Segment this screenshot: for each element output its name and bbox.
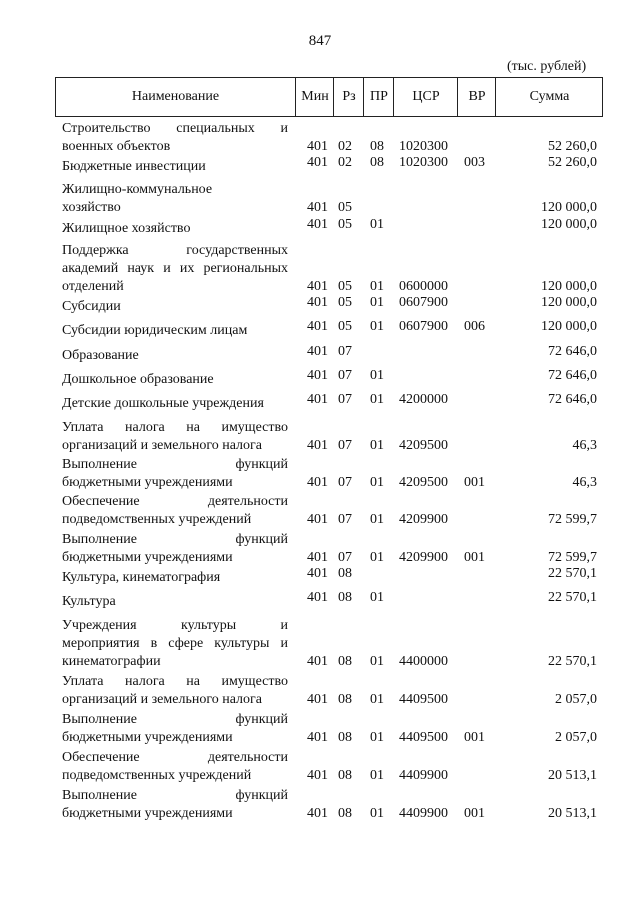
row-name [62, 749, 288, 785]
row-rz: 07 [338, 368, 352, 383]
row-pr: 01 [370, 550, 384, 565]
row-rz: 02 [338, 155, 352, 170]
row-sum: 120 000,0 [541, 217, 597, 232]
row-rz: 08 [338, 768, 352, 783]
row-min: 401 [307, 217, 328, 232]
row-min: 401 [307, 550, 328, 565]
row-pr: 01 [370, 768, 384, 783]
row-sum: 20 513,1 [548, 806, 597, 821]
row-csr: 0607900 [399, 319, 448, 334]
table-row [0, 155, 640, 176]
row-name [62, 531, 288, 567]
table-row [0, 419, 640, 455]
row-name-line: бюджетными учреждениями [62, 550, 233, 565]
row-name-line: Выполнение функций [62, 532, 288, 547]
row-rz: 05 [338, 319, 352, 334]
row-min: 401 [307, 155, 328, 170]
row-sum: 72 599,7 [548, 550, 597, 565]
row-min: 401 [307, 279, 328, 294]
row-name [62, 456, 288, 492]
row-min: 401 [307, 806, 328, 821]
row-rz: 08 [338, 806, 352, 821]
row-name-line: Бюджетные инвестиции [62, 159, 206, 174]
table-row [0, 673, 640, 709]
col-header-pr: ПР [363, 78, 394, 116]
row-name [62, 617, 288, 671]
row-rz: 05 [338, 217, 352, 232]
row-name-line: академий наук и их региональных [62, 261, 288, 276]
row-name-line: Выполнение функций [62, 712, 288, 727]
table-row [0, 531, 640, 567]
row-name-line: Жилищно-коммунальное [62, 182, 213, 197]
row-rz: 07 [338, 550, 352, 565]
table-row [0, 242, 640, 296]
col-header-sum: Сумма [495, 78, 603, 116]
row-csr: 4409900 [399, 806, 448, 821]
row-sum: 72 646,0 [548, 368, 597, 383]
row-csr: 1020300 [399, 139, 448, 154]
row-vr: 001 [464, 475, 485, 490]
row-rz: 08 [338, 654, 352, 669]
row-pr: 01 [370, 438, 384, 453]
table-row [0, 217, 640, 238]
row-pr: 08 [370, 139, 384, 154]
row-name [62, 181, 288, 217]
row-pr: 01 [370, 730, 384, 745]
row-pr: 01 [370, 590, 384, 605]
row-csr: 4209900 [399, 550, 448, 565]
row-rz: 08 [338, 730, 352, 745]
row-name-line: Выполнение функций [62, 457, 288, 472]
row-csr: 4409500 [399, 730, 448, 745]
row-name-line: Строительство специальных и [62, 121, 288, 136]
row-sum: 52 260,0 [548, 139, 597, 154]
units-note: (тыс. рублей) [507, 59, 587, 74]
table-row [0, 319, 640, 340]
table-row [0, 617, 640, 671]
row-name-line: хозяйство [62, 200, 121, 215]
row-name-line: Культура [62, 594, 116, 609]
page-number: 847 [308, 33, 332, 49]
row-name-line: Обеспечение деятельности [62, 494, 288, 509]
row-rz: 08 [338, 566, 352, 581]
row-name [62, 322, 288, 340]
table-row [0, 295, 640, 316]
row-name-line: Поддержка государственных [62, 243, 288, 258]
row-vr: 001 [464, 550, 485, 565]
row-name-line: мероприятия в сфере культуры и [62, 636, 288, 651]
row-name-line: Жилищное хозяйство [62, 221, 191, 236]
row-rz: 02 [338, 139, 352, 154]
row-min: 401 [307, 295, 328, 310]
row-sum: 2 057,0 [555, 730, 597, 745]
row-csr: 0607900 [399, 295, 448, 310]
row-pr: 01 [370, 654, 384, 669]
row-pr: 01 [370, 475, 384, 490]
row-min: 401 [307, 139, 328, 154]
row-csr: 0600000 [399, 279, 448, 294]
row-pr: 01 [370, 692, 384, 707]
row-rz: 05 [338, 200, 352, 215]
table-row [0, 181, 640, 217]
row-name-line: отделений [62, 279, 124, 294]
row-name-line: Уплата налога на имущество [62, 420, 288, 435]
row-csr: 4409900 [399, 768, 448, 783]
row-csr: 1020300 [399, 155, 448, 170]
row-rz: 07 [338, 475, 352, 490]
row-csr: 4209500 [399, 438, 448, 453]
row-name [62, 298, 288, 316]
row-name-line: Учреждения культуры и [62, 618, 288, 633]
row-vr: 001 [464, 730, 485, 745]
row-vr: 006 [464, 319, 485, 334]
row-name-line: Уплата налога на имущество [62, 674, 288, 689]
row-min: 401 [307, 566, 328, 581]
row-sum: 2 057,0 [555, 692, 597, 707]
table-row [0, 749, 640, 785]
row-sum: 22 570,1 [548, 566, 597, 581]
row-name-line: бюджетными учреждениями [62, 730, 233, 745]
row-sum: 46,3 [572, 475, 597, 490]
row-pr: 01 [370, 279, 384, 294]
row-pr: 01 [370, 512, 384, 527]
row-csr: 4200000 [399, 392, 448, 407]
row-vr: 001 [464, 806, 485, 821]
row-name [62, 593, 288, 611]
row-name [62, 395, 288, 413]
row-name-line: подведомственных учреждений [62, 768, 252, 783]
row-sum: 46,3 [572, 438, 597, 453]
row-name-line: Культура, кинематография [62, 570, 221, 585]
row-name [62, 419, 288, 455]
row-min: 401 [307, 692, 328, 707]
row-name [62, 220, 288, 238]
row-sum: 120 000,0 [541, 319, 597, 334]
row-min: 401 [307, 590, 328, 605]
table-row [0, 711, 640, 747]
row-name-line: Обеспечение деятельности [62, 750, 288, 765]
row-name [62, 569, 288, 587]
row-min: 401 [307, 654, 328, 669]
col-header-rz: Рз [333, 78, 364, 116]
table-row [0, 392, 640, 413]
row-name-line: бюджетными учреждениями [62, 475, 233, 490]
row-rz: 07 [338, 438, 352, 453]
row-name-line: Детские дошкольные учреждения [62, 396, 264, 411]
row-rz: 08 [338, 692, 352, 707]
row-rz: 08 [338, 590, 352, 605]
row-min: 401 [307, 319, 328, 334]
col-header-name: Наименование [131, 89, 220, 104]
table-row [0, 493, 640, 529]
row-sum: 120 000,0 [541, 279, 597, 294]
row-name [62, 711, 288, 747]
row-name [62, 120, 288, 156]
row-name-line: бюджетными учреждениями [62, 806, 233, 821]
row-sum: 22 570,1 [548, 654, 597, 669]
row-rz: 05 [338, 295, 352, 310]
row-name-line: Выполнение функций [62, 788, 288, 803]
row-sum: 22 570,1 [548, 590, 597, 605]
row-vr: 003 [464, 155, 485, 170]
row-name-line: Дошкольное образование [62, 372, 214, 387]
row-name-line: Образование [62, 348, 139, 363]
table-row [0, 368, 640, 389]
row-rz: 07 [338, 344, 352, 359]
row-rz: 07 [338, 512, 352, 527]
table-row [0, 120, 640, 156]
row-min: 401 [307, 768, 328, 783]
row-csr: 4209500 [399, 475, 448, 490]
table-row [0, 590, 640, 611]
row-min: 401 [307, 392, 328, 407]
row-pr: 01 [370, 295, 384, 310]
row-name-line: Субсидии юридическим лицам [62, 323, 248, 338]
row-sum: 120 000,0 [541, 200, 597, 215]
row-name-line: организаций и земельного налога [62, 692, 262, 707]
row-min: 401 [307, 512, 328, 527]
row-name [62, 347, 288, 365]
table-row [0, 787, 640, 823]
row-rz: 05 [338, 279, 352, 294]
row-pr: 01 [370, 368, 384, 383]
row-name [62, 158, 288, 176]
row-pr: 01 [370, 392, 384, 407]
row-pr: 01 [370, 806, 384, 821]
row-min: 401 [307, 475, 328, 490]
row-min: 401 [307, 200, 328, 215]
row-min: 401 [307, 368, 328, 383]
row-name-line: Субсидии [62, 299, 121, 314]
row-csr: 4409500 [399, 692, 448, 707]
row-rz: 07 [338, 392, 352, 407]
table-row [0, 344, 640, 365]
table-header [55, 77, 603, 117]
table-row [0, 456, 640, 492]
row-sum: 120 000,0 [541, 295, 597, 310]
col-header-vr: ВР [457, 78, 496, 116]
row-name [62, 493, 288, 529]
row-sum: 20 513,1 [548, 768, 597, 783]
row-sum: 72 646,0 [548, 392, 597, 407]
row-name [62, 673, 288, 709]
row-pr: 01 [370, 319, 384, 334]
row-pr: 08 [370, 155, 384, 170]
row-name [62, 242, 288, 296]
row-csr: 4209900 [399, 512, 448, 527]
row-name [62, 787, 288, 823]
row-sum: 72 646,0 [548, 344, 597, 359]
row-name-line: подведомственных учреждений [62, 512, 252, 527]
row-name-line: военных объектов [62, 139, 171, 154]
row-min: 401 [307, 438, 328, 453]
row-name [62, 371, 288, 389]
row-min: 401 [307, 730, 328, 745]
table-row [0, 566, 640, 587]
row-csr: 4400000 [399, 654, 448, 669]
col-header-min: Мин [295, 78, 334, 116]
row-pr: 01 [370, 217, 384, 232]
row-min: 401 [307, 344, 328, 359]
row-name-line: организаций и земельного налога [62, 438, 262, 453]
row-sum: 72 599,7 [548, 512, 597, 527]
row-name-line: кинематографии [62, 654, 161, 669]
col-header-csr: ЦСР [393, 78, 458, 116]
row-sum: 52 260,0 [548, 155, 597, 170]
